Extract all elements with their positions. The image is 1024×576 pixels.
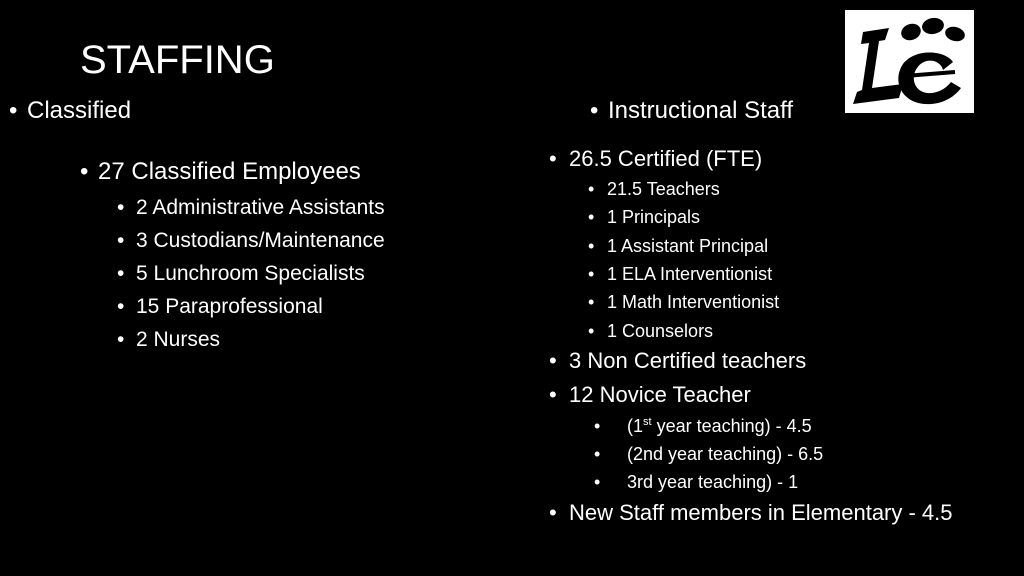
novice-item: • (1st year teaching) - 4.5 <box>627 415 812 437</box>
classified-item: • 3 Custodians/Maintenance <box>136 229 385 253</box>
certified-label: • 26.5 Certified (FTE) <box>569 146 762 172</box>
classified-group-label: • 27 Classified Employees <box>98 158 361 186</box>
classified-item: • 5 Lunchroom Specialists <box>136 262 365 286</box>
instructional-heading: • Instructional Staff <box>608 97 793 125</box>
bear-paw-icon <box>845 10 974 113</box>
classified-heading: • Classified <box>27 97 131 125</box>
certified-item: • 21.5 Teachers <box>607 178 720 200</box>
novice-item: • (2nd year teaching) - 6.5 <box>627 443 823 465</box>
novice-label: • 12 Novice Teacher <box>569 382 751 408</box>
new-staff-label: • New Staff members in Elementary - 4.5 <box>569 500 953 526</box>
classified-item: • 15 Paraprofessional <box>136 295 323 319</box>
classified-item: • 2 Nurses <box>136 328 220 352</box>
certified-item: • 1 Assistant Principal <box>607 235 768 257</box>
classified-item: • 2 Administrative Assistants <box>136 196 385 220</box>
certified-item: • 1 Math Interventionist <box>607 291 779 313</box>
certified-item: • 1 ELA Interventionist <box>607 263 772 285</box>
non-certified-label: • 3 Non Certified teachers <box>569 348 806 374</box>
certified-item: • 1 Principals <box>607 206 700 228</box>
school-logo <box>845 10 974 113</box>
slide-title: STAFFING <box>80 38 275 82</box>
novice-item: • 3rd year teaching) - 1 <box>627 471 798 493</box>
certified-item: • 1 Counselors <box>607 320 713 342</box>
